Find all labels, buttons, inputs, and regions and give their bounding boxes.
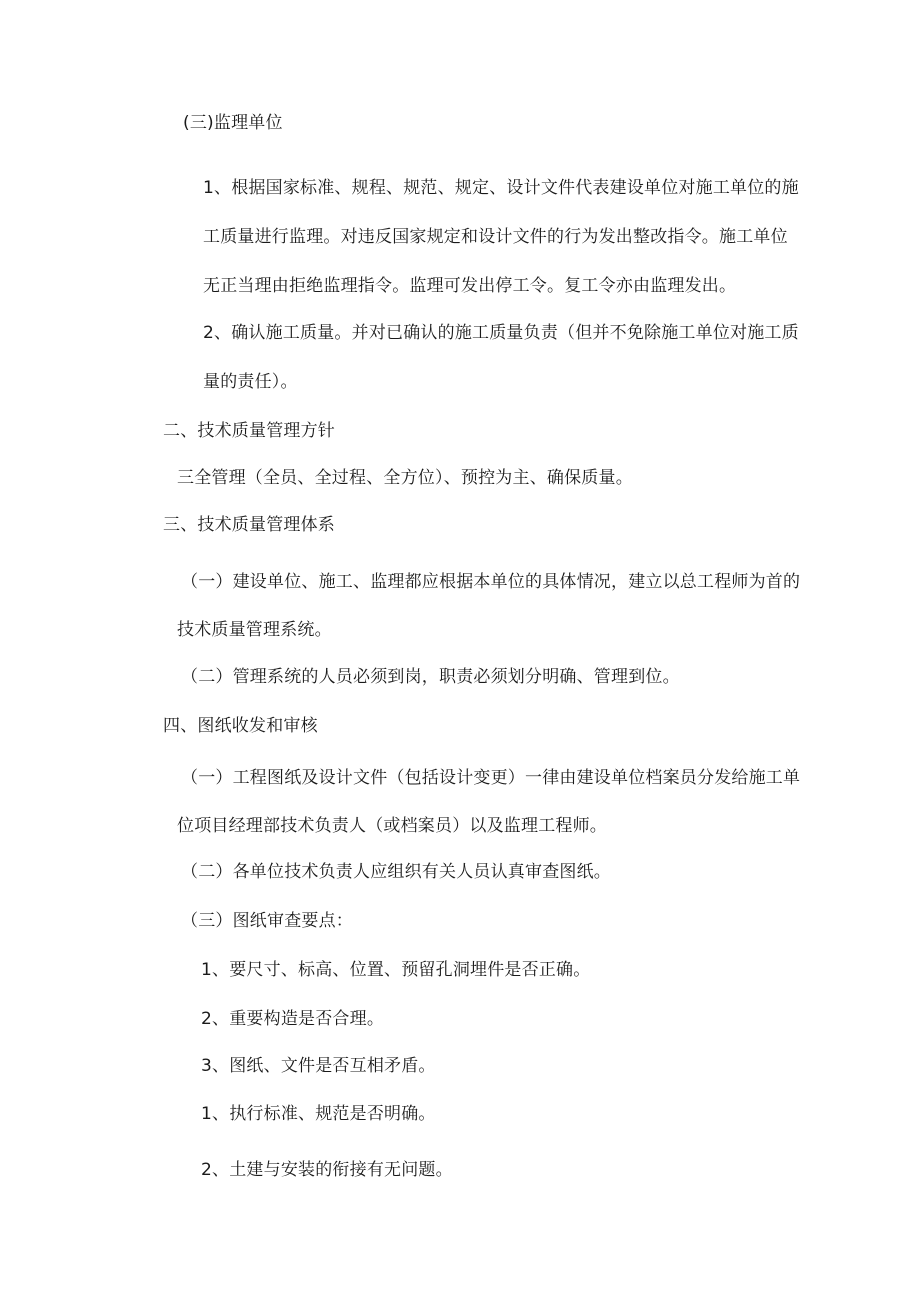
paragraph-line: 三全管理（全员、全过程、全方位）、预控为主、确保质量。 [177,468,633,488]
paragraph-line: 1、根据国家标准、规程、规范、规定、设计文件代表建设单位对施工单位的施 [203,178,799,198]
paragraph-line: 技术质量管理系统。 [177,620,332,640]
paragraph-line: 量的责任）。 [203,372,298,392]
paragraph-line: 工质量进行监理。对违反国家规定和设计文件的行为发出整改指令。施工单位 [203,227,788,247]
section-heading-quality-system: 三、技术质量管理体系 [163,515,335,535]
paragraph-line: 2、确认施工质量。并对已确认的施工质量负责（但并不免除施工单位对施工质 [203,323,799,343]
paragraph-line: （三）图纸审查要点： [181,911,353,931]
paragraph-line: 无正当理由拒绝监理指令。监理可发出停工令。复工令亦由监理发出。 [203,276,737,296]
section-heading-quality-policy: 二、技术质量管理方针 [163,421,335,441]
paragraph-line: （二）各单位技术负责人应组织有关人员认真审查图纸。 [181,862,611,882]
list-item: 1、执行标准、规范是否明确。 [201,1104,436,1124]
list-item: 1、要尺寸、标高、位置、预留孔洞埋件是否正确。 [201,960,591,980]
paragraph-line: （一）建设单位、施工、监理都应根据本单位的具体情况，建立以总工程师为首的 [181,572,801,592]
list-item: 2、土建与安装的衔接有无问题。 [201,1160,453,1180]
paragraph-line: （一）工程图纸及设计文件（包括设计变更）一律由建设单位档案员分发给施工单 [181,768,801,788]
list-item: 3、图纸、文件是否互相矛盾。 [201,1056,436,1076]
paragraph-line: 位项目经理部技术负责人（或档案员）以及监理工程师。 [177,816,607,836]
section-heading-supervision-unit: (三)监理单位 [183,113,283,133]
list-item: 2、重要构造是否合理。 [201,1009,385,1029]
section-heading-drawings: 四、图纸收发和审核 [163,716,318,736]
paragraph-line: （二）管理系统的人员必须到岗，职责必须划分明确、管理到位。 [181,667,680,687]
